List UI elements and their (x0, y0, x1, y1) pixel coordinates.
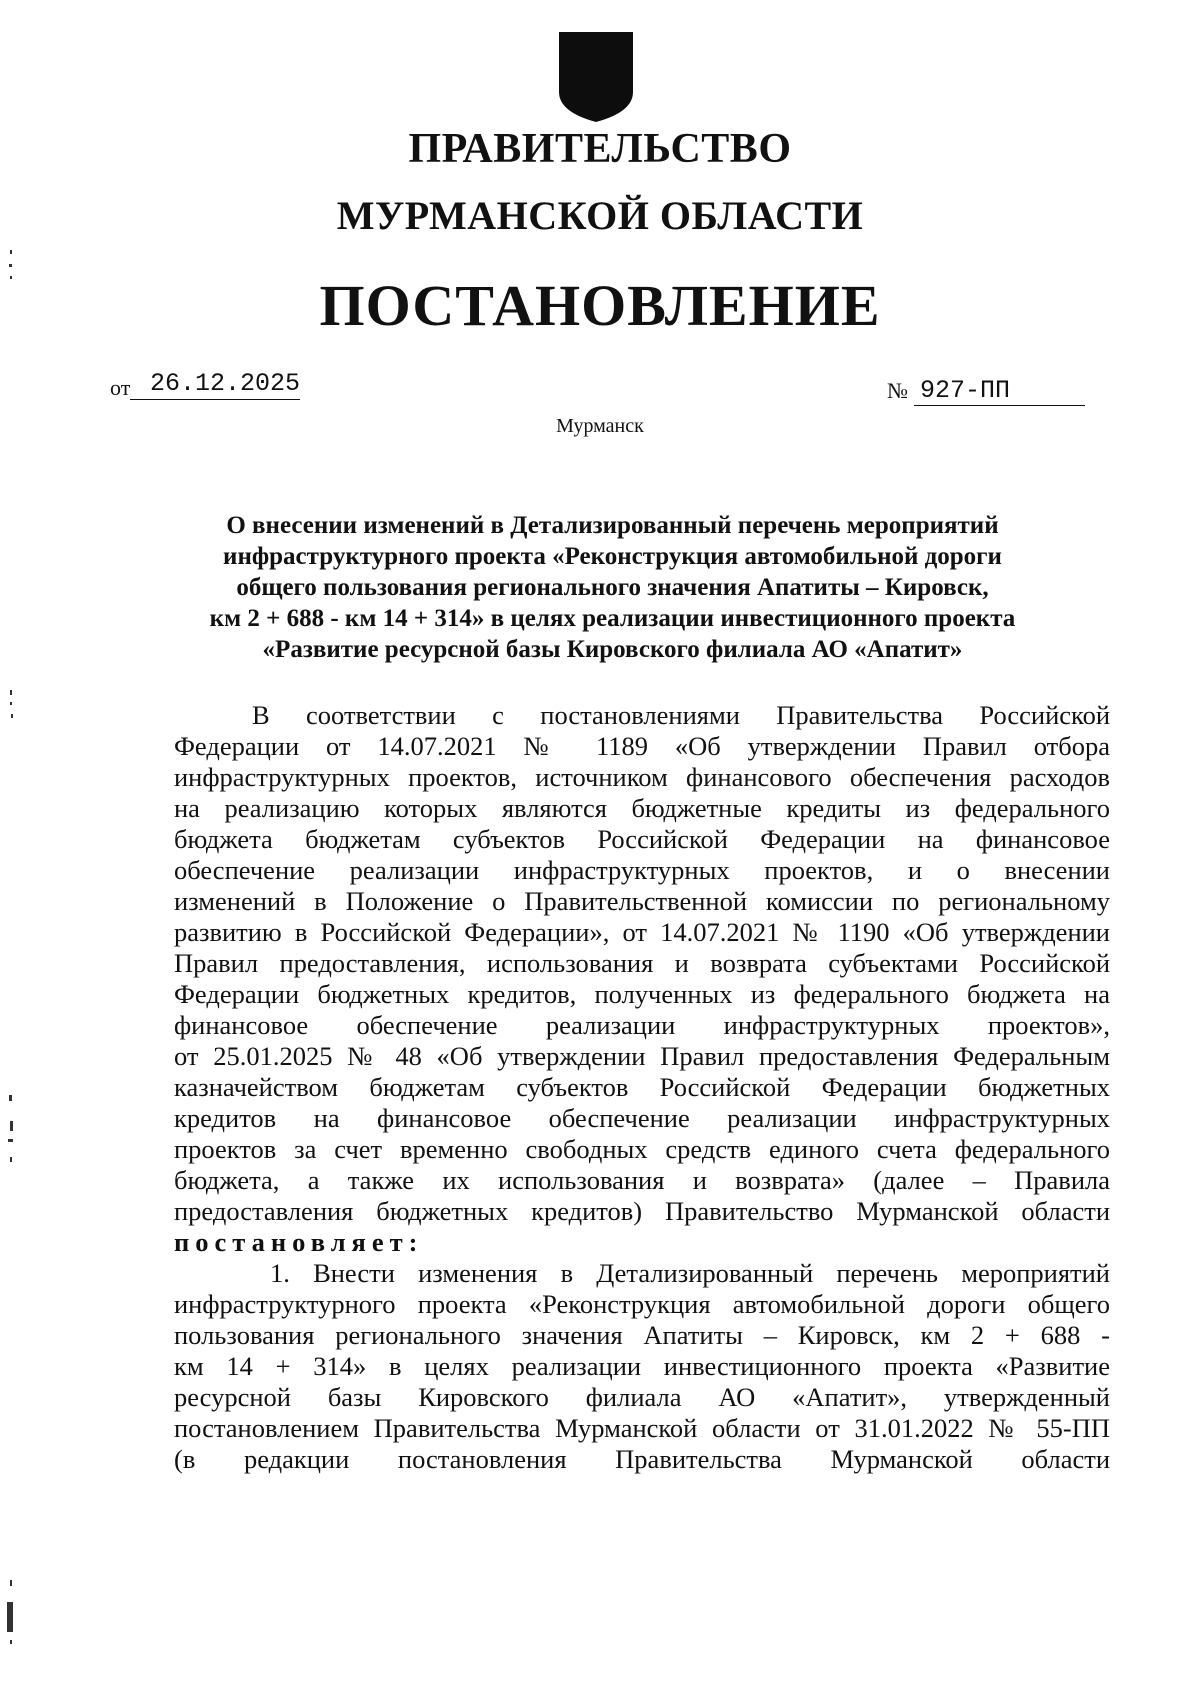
body-line: инфраструктурных проектов, источником финансового обеспечения расходов (174, 762, 1110, 792)
item-line: постановлением Правительства Мурманской области от 31.01.2022 № 55-ПП (174, 1413, 1110, 1443)
title-line: общего пользования регионального значения Апатиты – Кировск, (236, 574, 989, 601)
body-line: казначейством бюджетам субъектов Российской Федерации бюджетных (174, 1072, 1110, 1102)
number-value: 927-ПП (920, 376, 1011, 405)
title-line: О внесении изменений в Детализированный перечень мероприятий (226, 512, 999, 539)
document-body (174, 700, 1110, 1475)
organization-name-line2: МУРМАНСКОЙ ОБЛАСТИ (336, 193, 864, 238)
organization-name-line1: ПРАВИТЕЛЬСТВО (408, 126, 792, 172)
item-line: (в редакции постановления Правительства Мурманской области (174, 1444, 1110, 1474)
body-line: Федерации бюджетных кредитов, полученных из федерального бюджета на (174, 979, 1110, 1009)
document-title (150, 510, 1075, 665)
document-type: ПОСТАНОВЛЕНИЕ (319, 273, 881, 338)
body-line: кредитов на финансовое обеспечение реализации инфраструктурных (174, 1103, 1110, 1133)
body-line: изменений в Положение о Правительственной комиссии по региональному (174, 886, 1110, 916)
resolve-word: постановляет: (174, 1227, 424, 1257)
city-name: Мурманск (556, 415, 644, 437)
body-line: проектов за счет временно свободных средств единого счета федерального (174, 1134, 1110, 1164)
date-value: 26.12.2025 (150, 369, 301, 398)
item-line: км 14 + 314» в целях реализации инвестиционного проекта «Развитие (174, 1351, 1110, 1381)
body-line: предоставления бюджетных кредитов) Правительство Мурманской области (174, 1196, 1110, 1226)
body-line: Правил предоставления, использования и возврата субъектами Российской (174, 948, 1110, 978)
body-line: от 25.01.2025 № 48 «Об утверждении Правил предоставления Федеральным (174, 1041, 1110, 1071)
date-field (130, 369, 300, 400)
item-line: инфраструктурного проекта «Реконструкция автомобильной дороги общего (174, 1289, 1110, 1319)
body-line: В соответствии с постановлениями Правительства Российской (252, 700, 1110, 730)
scan-edge-marks (4, 1095, 24, 1185)
number-field (914, 375, 1085, 406)
title-line: инфраструктурного проекта «Реконструкция автомобильной дороги (223, 543, 1002, 570)
body-line: на реализацию которых являются бюджетные кредиты из федерального (174, 793, 1110, 823)
title-line: «Развитие ресурсной базы Кировского филиала АО «Апатит» (262, 636, 963, 663)
body-line: бюджета бюджетам субъектов Российской Федерации на финансовое (174, 824, 1110, 854)
item-line: пользования регионального значения Апатиты – Кировск, км 2 + 688 - (174, 1320, 1110, 1350)
scan-edge-marks (4, 250, 24, 310)
item-line: ресурсной базы Кировского филиала АО «Апатит», утвержденный (174, 1382, 1110, 1412)
body-line: развитию в Российской Федерации», от 14.07.2021 № 1190 «Об утверждении (174, 917, 1110, 947)
body-line: финансовое обеспечение реализации инфраструктурных проектов», (174, 1010, 1110, 1040)
scan-edge-marks (4, 1580, 24, 1660)
date-label: от (110, 375, 131, 400)
number-label: № (887, 378, 908, 403)
coat-of-arms-emblem (557, 30, 635, 124)
item-line: 1. Внести изменения в Детализированный перечень мероприятий (270, 1258, 1110, 1288)
title-line: км 2 + 688 - км 14 + 314» в целях реализации инвестиционного проекта (209, 605, 1016, 632)
body-line: обеспечение реализации инфраструктурных проектов, и о внесении (174, 855, 1110, 885)
body-line: бюджета, а также их использования и возврата» (далее – Правила (174, 1165, 1110, 1195)
body-line: Федерации от 14.07.2021 № 1189 «Об утверждении Правил отбора (174, 731, 1110, 761)
scan-edge-marks (4, 690, 24, 730)
